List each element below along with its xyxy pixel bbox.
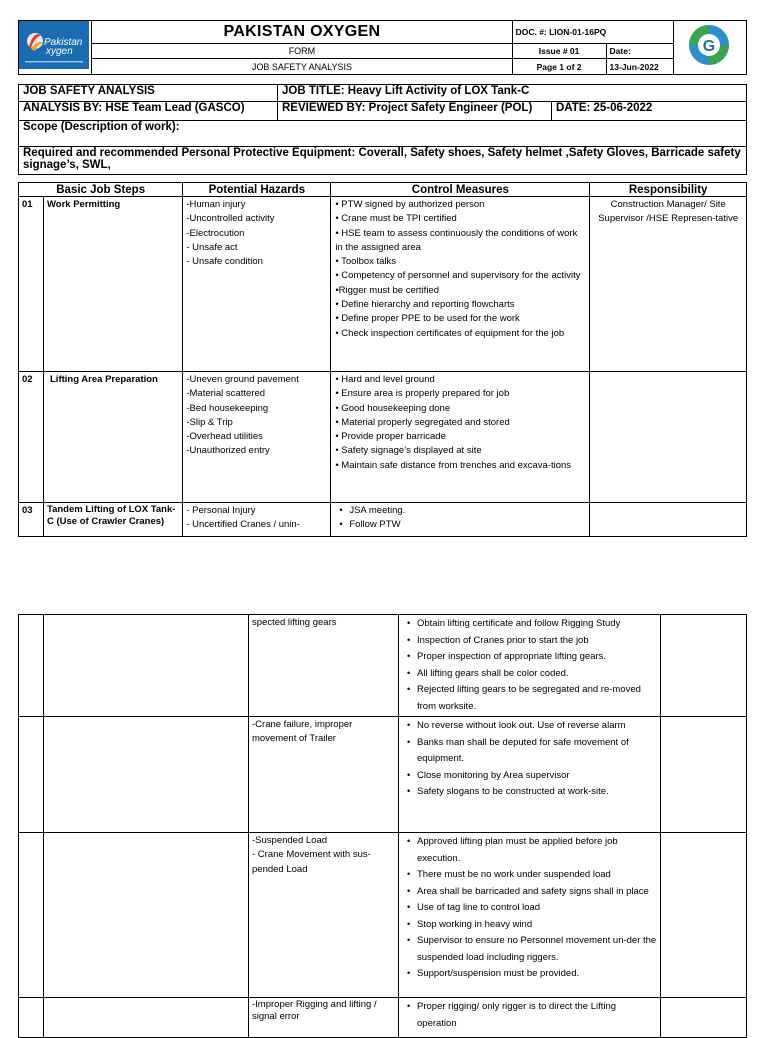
- list-item: • HSE team to assess continuously the conditions of work in the assigned area: [335, 227, 578, 253]
- list-item: • All lifting gears shall be color coded.: [403, 666, 657, 683]
- list-item: • Proper inspection of appropriate lifting gears.: [403, 649, 657, 666]
- list-item: • Define hierarchy and reporting flowcharts: [335, 299, 515, 311]
- step-number: 01: [19, 197, 44, 372]
- controls-list: [399, 998, 661, 1038]
- responsibility-cell: [590, 372, 747, 503]
- list-item: - Uncertified Cranes / unin-: [186, 519, 300, 531]
- controls-list: [331, 197, 590, 372]
- list-item: • Follow PTW: [335, 518, 586, 532]
- list-item: • Material properly segregated and stored: [335, 416, 510, 428]
- controls-list: [399, 615, 661, 717]
- list-item: • Close monitoring by Area supervisor: [403, 768, 657, 785]
- step-number: [19, 717, 44, 833]
- responsibility-cell: [661, 833, 747, 998]
- list-item: • Approved lifting plan must be applied before job execution.: [403, 834, 657, 867]
- responsibility-cell: [590, 503, 747, 537]
- reviewed-by: REVIEWED BY: Project Safety Engineer (POL): [278, 102, 552, 121]
- list-item: - Unsafe condition: [186, 256, 263, 268]
- step-title: [44, 833, 249, 998]
- svg-text:xygen: xygen: [46, 46, 73, 57]
- date-label: Date:: [606, 43, 673, 59]
- step-title: Work Permitting: [44, 197, 183, 372]
- table-row: [19, 197, 747, 372]
- job-title: JOB TITLE: Heavy Lift Activity of LOX Tank-C: [278, 85, 747, 102]
- job-info-table: [18, 84, 747, 175]
- list-item: • No reverse without look out. Use of reverse alarm: [403, 718, 657, 735]
- list-item: -Electrocution: [186, 227, 245, 239]
- step-number: [19, 833, 44, 998]
- list-item: • Obtain lifting certificate and follow Rigging Study: [403, 616, 657, 633]
- analysis-title: JOB SAFETY ANALYSIS: [19, 85, 278, 102]
- controls-list: [331, 372, 590, 503]
- ppe-requirements: Required and recommended Personal Protective Equipment: Coverall, Safety shoes, Safety helmet ,Safety Gloves, Barricade safety signage’s, SWL,: [19, 147, 747, 175]
- table-row: [19, 717, 747, 833]
- list-item: • There must be no work under suspended load: [403, 867, 657, 884]
- step-title: Lifting Area Preparation: [44, 372, 183, 503]
- step-title: [44, 717, 249, 833]
- list-item: -Overhead utilities: [186, 431, 263, 443]
- list-item: • Good housekeeping done: [335, 402, 451, 414]
- job-steps-table-continued: [18, 614, 747, 1038]
- list-item: - Unsafe act: [186, 241, 238, 253]
- page-number: Page 1 of 2: [512, 59, 606, 75]
- hazards-list: [183, 197, 331, 372]
- analysis-by: ANALYSIS BY: HSE Team Lead (GASCO): [19, 102, 278, 121]
- step-number: [19, 615, 44, 717]
- list-item: •Rigger must be certified: [335, 284, 439, 296]
- list-item: • Supervisor to ensure no Personnel movement un-der the suspended load including riggers.: [403, 933, 657, 966]
- analysis-date: DATE: 25-06-2022: [552, 102, 747, 121]
- hazards-list: [183, 503, 331, 537]
- step-title: Tandem Lifting of LOX Tank-C (Use of Crawler Cranes): [44, 503, 183, 537]
- col-control-measures: Control Measures: [331, 183, 590, 197]
- list-item: • Ensure area is properly prepared for job: [335, 388, 510, 400]
- step-number: [19, 998, 44, 1038]
- gasco-logo-cell: [673, 21, 746, 75]
- list-item: • Use of tag line to control load: [403, 900, 657, 917]
- pakistan-oxygen-logo: [19, 21, 89, 69]
- document-number: DOC. #: LION-01-16PQ: [512, 21, 673, 44]
- list-item: • Safety signage’s displayed at site: [335, 445, 482, 457]
- scope-of-work: Scope (Description of work):: [19, 121, 747, 147]
- job-steps-table: [18, 182, 747, 537]
- list-item: • Support/suspension must be provided.: [403, 966, 657, 983]
- pakistan-oxygen-logo-cell: [19, 21, 92, 75]
- table-row: [19, 503, 747, 537]
- responsibility-cell: [661, 615, 747, 717]
- list-item: -Uneven ground pavement: [186, 374, 299, 385]
- responsibility-cell: [661, 998, 747, 1038]
- list-item: • Rejected lifting gears to be segregated and re-moved from worksite.: [403, 682, 657, 715]
- step-number: 03: [19, 503, 44, 537]
- company-name: PAKISTAN OXYGEN: [92, 21, 512, 44]
- hazards-cell: -Improper Rigging and lifting / signal error: [249, 998, 399, 1038]
- list-item: • Competency of personnel and supervisory for the activity: [335, 270, 581, 282]
- hazards-list: [183, 372, 331, 503]
- list-item: • Check inspection certificates of equipment for the job: [335, 327, 565, 339]
- list-item: -Bed housekeeping: [186, 402, 269, 414]
- list-item: • Banks man shall be deputed for safe movement of equipment.: [403, 735, 657, 768]
- list-item: • PTW signed by authorized person: [335, 199, 485, 210]
- form-subtitle: JOB SAFETY ANALYSIS: [92, 59, 512, 75]
- list-item: -Uncontrolled activity: [186, 213, 275, 225]
- list-item: • Safety slogans to be constructed at work-site.: [403, 784, 657, 801]
- list-item: -Slip & Trip: [186, 416, 233, 428]
- issue-number: Issue # 01: [512, 43, 606, 59]
- list-item: • Hard and level ground: [335, 374, 435, 385]
- hazards-cell: -Suspended Load - Crane Movement with sus-pended Load: [249, 833, 399, 998]
- svg-text:Pakistan: Pakistan: [44, 37, 83, 48]
- document-header: [18, 20, 747, 75]
- hazards-cell: spected lifting gears: [249, 615, 399, 717]
- col-potential-hazards: Potential Hazards: [183, 183, 331, 197]
- list-item: • Crane must be TPI certified: [335, 213, 457, 225]
- list-item: -Material scattered: [186, 388, 266, 400]
- list-item: • Define proper PPE to be used for the work: [335, 313, 520, 325]
- list-item: - Personal Injury: [186, 505, 256, 516]
- list-item: • Maintain safe distance from trenches and excava-tions: [335, 459, 572, 471]
- step-number: 02: [19, 372, 44, 503]
- col-basic-job-steps: Basic Job Steps: [19, 183, 183, 197]
- svg-text:G: G: [702, 38, 715, 55]
- gasco-logo: [674, 21, 744, 69]
- list-item: • Proper rigging/ only rigger is to direct the Lifting operation: [403, 999, 657, 1032]
- step-title: [44, 615, 249, 717]
- list-item: -Human injury: [186, 199, 246, 210]
- responsibility-cell: Construction Manager/ Site Supervisor /HSE Represen-tative: [590, 197, 747, 372]
- list-item: • Area shall be barricaded and safety signs shall in place: [403, 884, 657, 901]
- list-item: • Stop working in heavy wind: [403, 917, 657, 934]
- hazards-cell: -Crane failure, improper movement of Trailer: [249, 717, 399, 833]
- form-label: FORM: [92, 43, 512, 59]
- table-row: [19, 998, 747, 1038]
- controls-list: [331, 503, 590, 537]
- list-item: • JSA meeting.: [335, 504, 586, 518]
- list-item: • Inspection of Cranes prior to start the job: [403, 633, 657, 650]
- list-item: -Unauthorized entry: [186, 445, 270, 457]
- table-row: [19, 615, 747, 717]
- controls-list: [399, 833, 661, 998]
- header-date: 13-Jun-2022: [606, 59, 673, 75]
- step-title: [44, 998, 249, 1038]
- list-item: • Provide proper barricade: [335, 431, 446, 443]
- list-item: • Toolbox talks: [335, 256, 397, 268]
- table-row: [19, 372, 747, 503]
- col-responsibility: Responsibility: [590, 183, 747, 197]
- table-row: [19, 833, 747, 998]
- responsibility-cell: [661, 717, 747, 833]
- controls-list: [399, 717, 661, 833]
